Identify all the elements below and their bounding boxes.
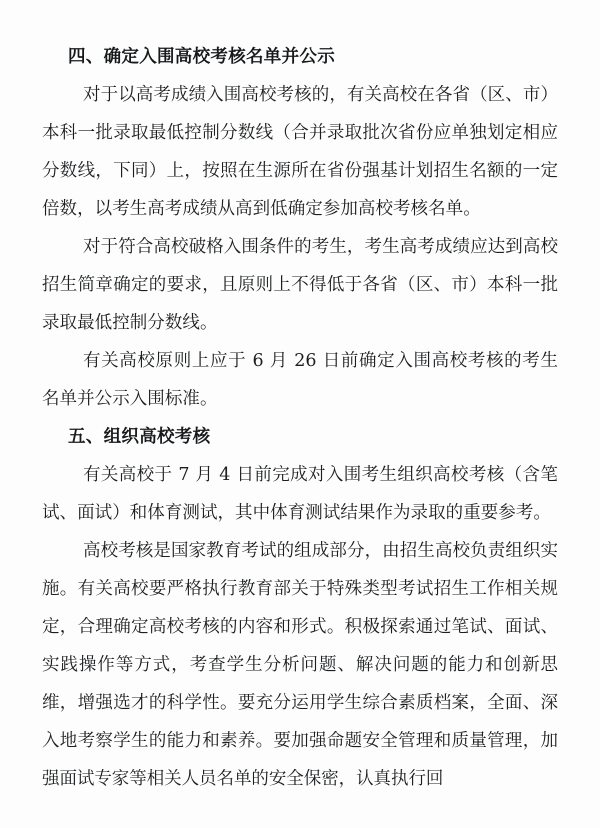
section-heading-five: 五、组织高校考核 bbox=[68, 427, 211, 447]
paragraph-june-26-deadline: 有关高校原则上应于 6 月 26 日前确定入围高校考核的考生名单并公示入围标准。 bbox=[42, 351, 558, 409]
top-margin-spacer bbox=[42, 0, 558, 38]
paragraph-exceptional-admission-conditions: 对于符合高校破格入围条件的考生，考生高考成绩应达到高校招生简章确定的要求，且原则上不得低于各省（区、市）本科一批录取最低控制分数线。 bbox=[42, 237, 558, 333]
document-body bbox=[42, 0, 558, 798]
paragraph-gaokao-score-shortlist: 对于以高考成绩入围高校考核的，有关高校在各省（区、市）本科一批录取最低控制分数线（合并录取批次省份应单独划定相应分数线，下同）上，按照在生源所在省份强基计划招生名额的一定倍数，以考生高考成绩从高到低确定参加高校考核名单。 bbox=[42, 85, 558, 219]
paragraph-july-4-deadline: 有关高校于 7 月 4 日前完成对入围考生组织高校考核（含笔试、面试）和体育测试，其中体育测试结果作为录取的重要参考。 bbox=[42, 465, 558, 523]
section-heading-four: 四、确定入围高校考核名单并公示 bbox=[68, 47, 335, 67]
paragraph-university-assessment-requirements: 高校考核是国家教育考试的组成部分，由招生高校负责组织实施。有关高校要严格执行教育部关于特殊类型考试招生工作相关规定，合理确定高校考核的内容和形式。积极探索通过笔试、面试、实践操作等方式，考查学生分析问题、解决问题的能力和创新思维，增强选才的科学性。要充分运用学生综合素质档案，全面、深入地考察学生的能力和素养。要加强命题安全管理和质量管理，加强面试专家等相关人员名单的安全保密，认真执行回 bbox=[42, 541, 558, 789]
